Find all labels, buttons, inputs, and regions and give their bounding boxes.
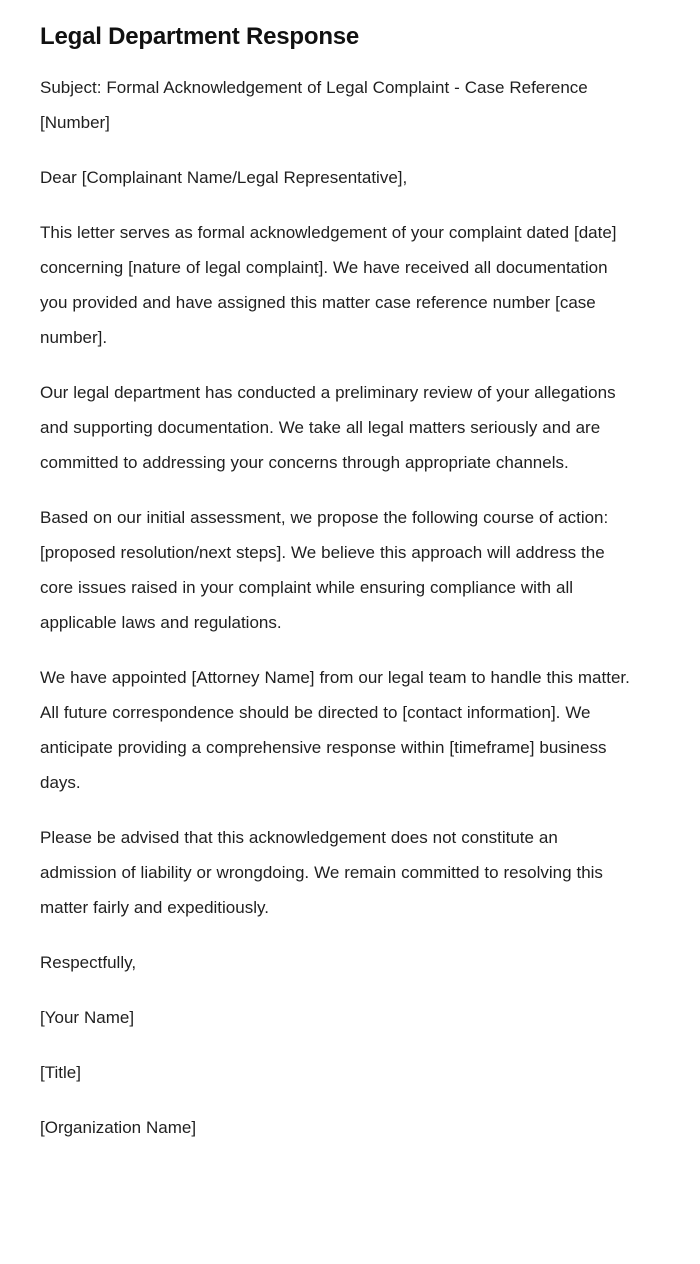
closing-salutation: Respectfully, — [40, 953, 137, 972]
salutation: Dear [Complainant Name/Legal Representative], — [40, 168, 408, 187]
paragraph-assigned-attorney: We have appointed [Attorney Name] from our legal team to handle this matter. All future correspondence should be directed to [contact information]. We anticipate providing a comprehensive response within [timeframe] business days. — [40, 668, 630, 792]
paragraph-acknowledgement: This letter serves as formal acknowledgement of your complaint dated [date] concerning [nature of legal complaint]. We have received all documentation you provided and have assigned this matter case reference number [case number]. — [40, 223, 617, 347]
paragraph-preliminary-review: Our legal department has conducted a preliminary review of your allegations and supporting documentation. We take all legal matters seriously and are committed to addressing your concerns through appropriate channels. — [40, 383, 616, 472]
document-body — [40, 70, 632, 1145]
page-title: Legal Department Response — [40, 23, 360, 50]
subject-line: Subject: Formal Acknowledgement of Legal Complaint - Case Reference [Number] — [40, 78, 588, 132]
signature-title: [Title] — [40, 1063, 81, 1082]
paragraph-disclaimer: Please be advised that this acknowledgement does not constitute an admission of liability or wrongdoing. We remain committed to resolving this matter fairly and expeditiously. — [40, 828, 603, 917]
paragraph-proposed-action: Based on our initial assessment, we propose the following course of action: [proposed resolution/next steps]. We believe this approach will address the core issues raised in your complaint while ensuring compliance with all applicable laws and regulations. — [40, 508, 609, 632]
signature-organization: [Organization Name] — [40, 1118, 197, 1137]
signature-name: [Your Name] — [40, 1008, 135, 1027]
